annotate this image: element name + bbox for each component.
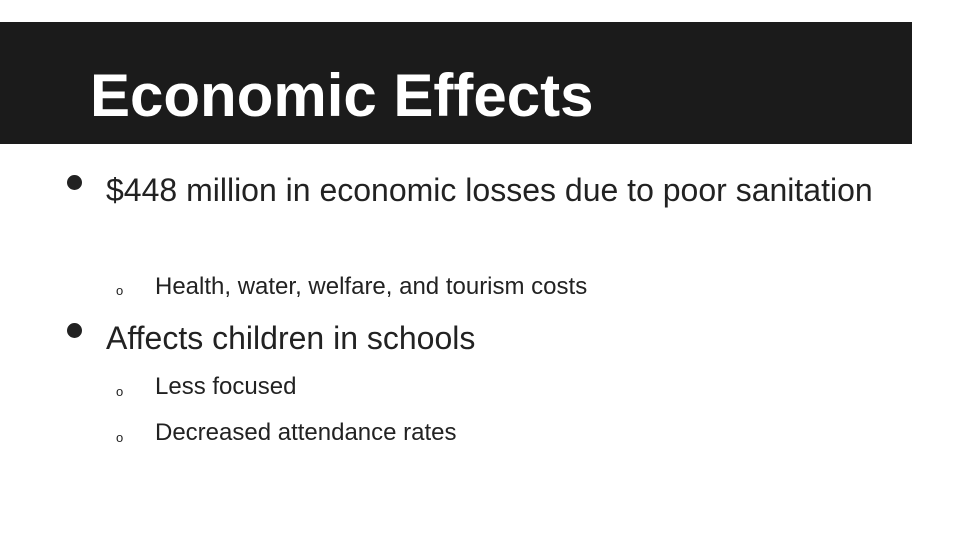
sub-bullet-icon: o (116, 283, 124, 298)
sub-bullet-item: Decreased attendance rates (155, 419, 457, 446)
sub-bullet-icon: o (116, 384, 124, 399)
bullet-icon (67, 323, 82, 338)
sub-bullet-icon: o (116, 430, 124, 445)
bullet-item: $448 million in economic losses due to poor sanitation (106, 172, 873, 208)
sub-bullet-item: Less focused (155, 373, 297, 400)
slide-title: Economic Effects (90, 62, 594, 129)
bullet-item: Affects children in schools (106, 320, 476, 356)
sub-bullet-item: Health, water, welfare, and tourism costs (155, 273, 588, 300)
bullet-icon (67, 175, 82, 190)
